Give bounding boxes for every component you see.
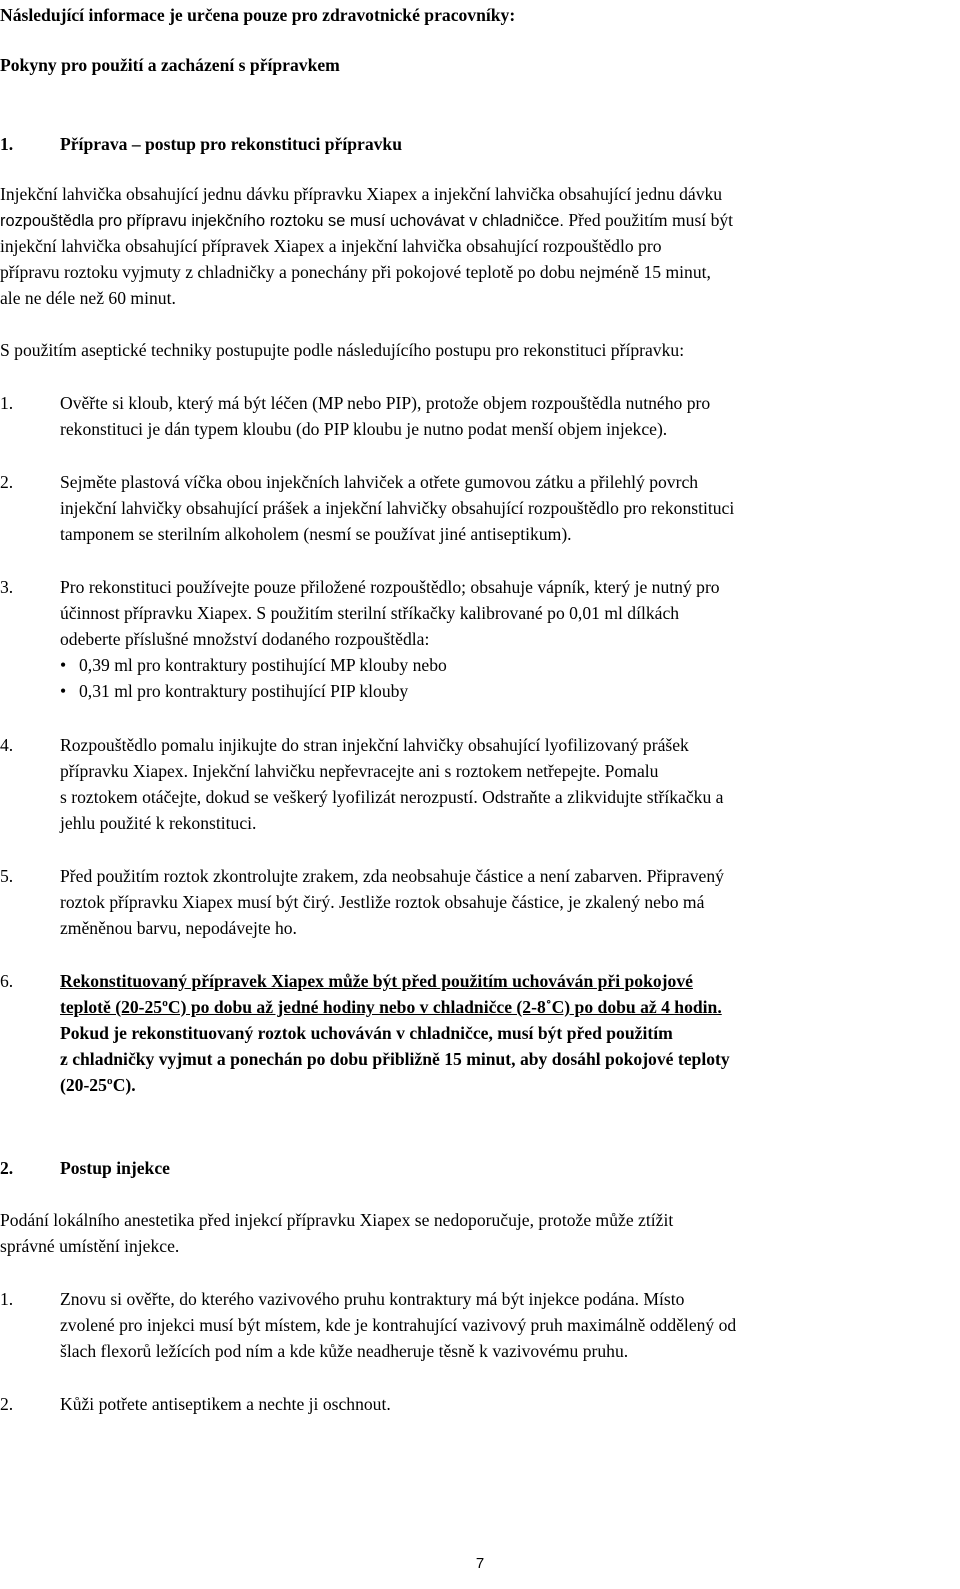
step-text: přípravku Xiapex. Injekční lahvičku nepřevracejte ani s roztokem netřepejte. Pomalu [60, 761, 659, 781]
step-text: Kůži potřete antiseptikem a nechte ji oschnout. [60, 1394, 391, 1414]
notice-heading: Následující informace je určena pouze pro zdravotnické pracovníky: [0, 5, 516, 25]
step-text-emphasis: z chladničky vyjmut a ponechán po dobu přibližně 15 minut, aby dosáhl pokojové teploty [60, 1049, 730, 1069]
section-2-number: 2. [0, 1158, 14, 1178]
section-1-title: Příprava – postup pro rekonstituci přípravku [60, 134, 402, 154]
step-text: účinnost přípravku Xiapex. S použitím sterilní stříkačky kalibrované po 0,01 ml dílkách [60, 603, 680, 623]
step-text: Znovu si ověřte, do kterého vazivového pruhu kontraktury má být injekce podána. Místo [60, 1289, 685, 1309]
step-text: Sejměte plastová víčka obou injekčních lahviček a otřete gumovou zátku a přilehlý povrch [60, 472, 699, 492]
step-text: Před použitím roztok zkontrolujte zrakem, zda neobsahuje částice a není zabarven. Připravený [60, 866, 724, 886]
section-1-intro-line: ale ne déle než 60 minut. [0, 288, 176, 308]
section-1-intro-line: injekční lahvička obsahující přípravek Xiapex a injekční lahvička obsahující rozpouštědlo pro [0, 236, 662, 256]
step-text: šlach flexorů ležících pod ním a kde kůže neadheruje těsně k vazivovému pruhu. [60, 1341, 629, 1361]
step-number: 4. [0, 735, 14, 755]
step-text-emphasis: Rekonstituovaný přípravek Xiapex může být před použitím uchováván při pokojové [60, 971, 693, 991]
step-text: jehlu použité k rekonstituci. [60, 813, 257, 833]
bullet-text: 0,31 ml pro kontraktury postihující PIP klouby [79, 681, 409, 701]
section-1-number: 1. [0, 134, 14, 154]
page-number: 7 [475, 1555, 485, 1572]
step-text: injekční lahvičky obsahující prášek a injekční lahvičky obsahující rozpouštědlo pro rekonstituci [60, 498, 735, 518]
bullet-icon: • [60, 681, 67, 701]
step-text: s roztokem otáčejte, dokud se veškerý lyofilizát nerozpustí. Odstraňte a zlikvidujte stříkačku a [60, 787, 724, 807]
section-2-intro-line: Podání lokálního anestetika před injekcí přípravku Xiapex se nedoporučuje, protože může ztížit [0, 1210, 674, 1230]
bullet-text: 0,39 ml pro kontraktury postihující MP klouby nebo [79, 655, 447, 675]
step-text: Pro rekonstituci používejte pouze přiložené rozpouštědlo; obsahuje vápník, který je nutný pro [60, 577, 720, 597]
section-1-intro-line: Injekční lahvička obsahující jednu dávku přípravku Xiapex a injekční lahvička obsahující jednu dávku [0, 184, 723, 204]
step-text: rekonstituci je dán typem kloubu (do PIP kloubu je nutno podat menší objem injekce). [60, 419, 668, 439]
bullet-icon: • [60, 655, 67, 675]
step-text-emphasis: teplotě (20-25ºC) po dobu až jedné hodiny nebo v chladničce (2-8˚C) po dobu až 4 hodin. [60, 997, 722, 1017]
section-2-intro-line: správné umístění injekce. [0, 1236, 180, 1256]
step-text: zvolené pro injekci musí být místem, kde je kontrahující vazivový pruh maximálně oddělený od [60, 1315, 737, 1335]
intro-sans-text: rozpouštědla pro přípravu injekčního roztoku se musí uchovávat v chladničce. [0, 212, 564, 230]
step-number: 2. [0, 1394, 14, 1414]
step-number: 2. [0, 472, 14, 492]
step-text: tamponem se sterilním alkoholem (nesmí se používat jiné antiseptikum). [60, 524, 572, 544]
step-text: roztok přípravku Xiapex musí být čirý. Jestliže roztok obsahuje částice, je zkalený nebo má [60, 892, 705, 912]
step-number: 1. [0, 393, 14, 413]
step-text: Rozpouštědlo pomalu injikujte do stran injekční lahvičky obsahující lyofilizovaný prášek [60, 735, 689, 755]
step-number: 5. [0, 866, 14, 886]
step-text-emphasis: Pokud je rekonstituovaný roztok uchováván v chladničce, musí být před použitím [60, 1023, 673, 1043]
step-number: 1. [0, 1289, 14, 1309]
step-text: Ověřte si kloub, který má být léčen (MP nebo PIP), protože objem rozpouštědla nutného pro [60, 393, 711, 413]
step-number: 3. [0, 577, 14, 597]
step-number: 6. [0, 971, 14, 991]
aseptic-instruction: S použitím aseptické techniky postupujte podle následujícího postupu pro rekonstituci přípravku: [0, 340, 685, 360]
step-text-emphasis: (20-25ºC). [60, 1075, 136, 1095]
step-text: změněnou barvu, nepodávejte ho. [60, 918, 297, 938]
section-2-title: Postup injekce [60, 1158, 170, 1178]
intro-text: Před použitím musí být [563, 210, 734, 230]
step-text: odeberte příslušné množství dodaného rozpouštědla: [60, 629, 430, 649]
section-1-intro-line: přípravu roztoku vyjmuty z chladničky a ponechány při pokojové teplotě po dobu nejméně 15 minut, [0, 262, 711, 282]
instructions-title: Pokyny pro použití a zacházení s přípravkem [0, 55, 340, 75]
section-1-intro-line [0, 207, 733, 234]
